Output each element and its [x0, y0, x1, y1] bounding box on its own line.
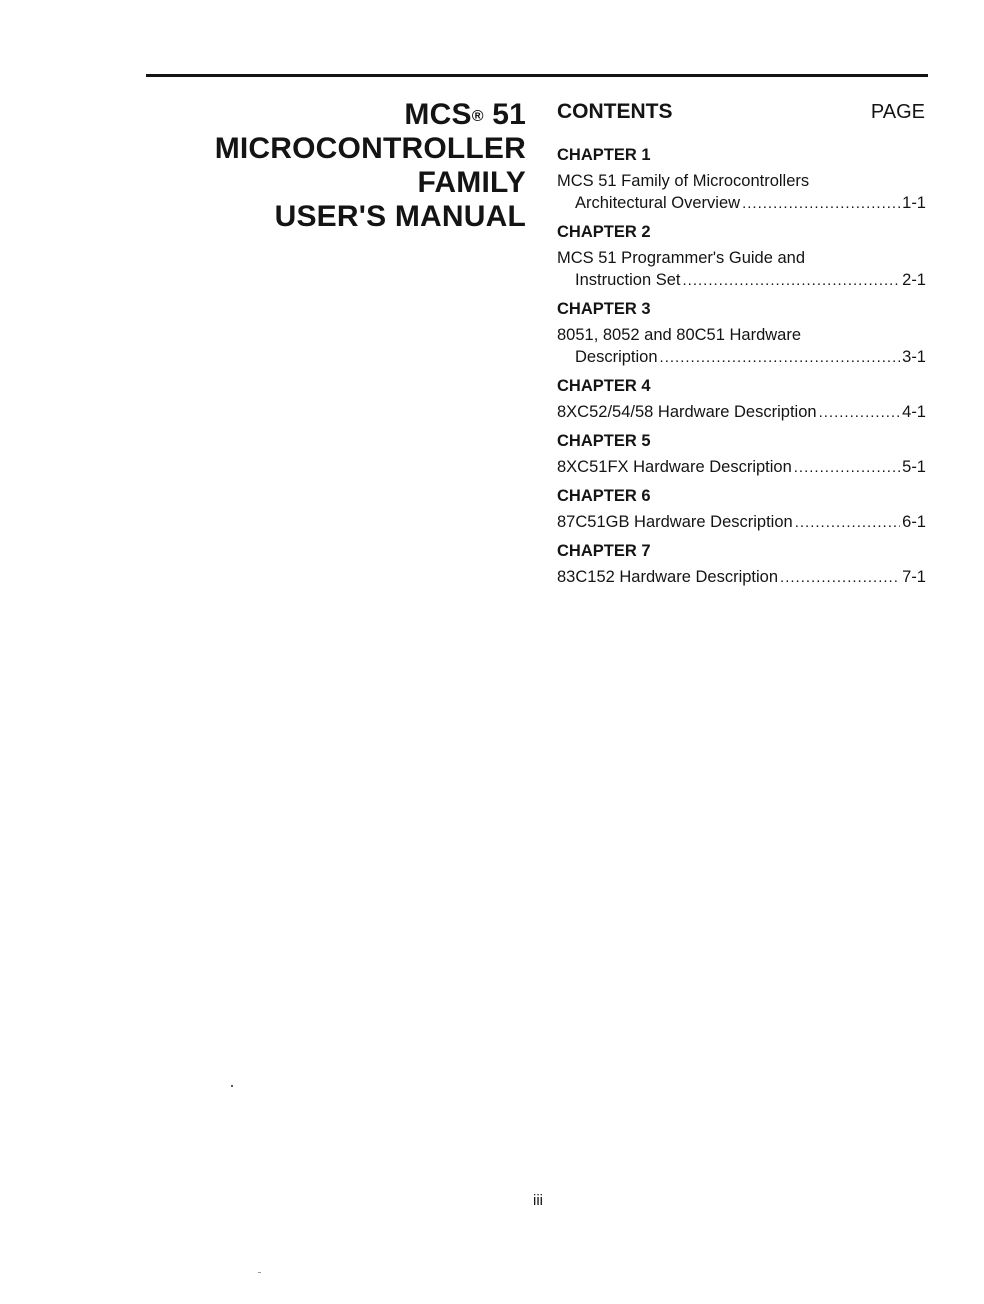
- chapter-title: 8051, 8052 and 80C51 Hardware: [557, 326, 802, 344]
- chapter-title: 87C51GB Hardware Description ..... 6-1: [557, 511, 926, 534]
- contents-heading: CONTENTS: [557, 100, 673, 123]
- scan-speck: [258, 1272, 261, 1273]
- chapter-title: 8XC52/54/58 Hardware Description ..... 4-1: [557, 401, 926, 424]
- title-line-2: MICROCONTROLLER: [214, 132, 526, 165]
- registered-mark: ®: [471, 108, 484, 125]
- page-ref: 6-1: [902, 513, 926, 531]
- manual-title: [215, 98, 526, 234]
- dot-leader: [742, 193, 900, 215]
- toc-entry-chapter-3[interactable]: [557, 298, 926, 369]
- page-ref: 5-1: [902, 458, 926, 476]
- page-column-heading: PAGE: [870, 101, 925, 123]
- title-line-4: USER'S MANUAL: [274, 200, 526, 233]
- chapter-title: 83C152 Hardware Description ..... 7-1: [557, 566, 926, 589]
- page-ref: 4-1: [902, 403, 926, 421]
- chapter-title-continued: Instruction Set ..... 2-1: [557, 269, 926, 292]
- toc-entry-chapter-6[interactable]: [557, 485, 926, 534]
- page-ref: 2-1: [902, 271, 926, 289]
- title-line-1: MCS® 51: [404, 98, 526, 131]
- top-rule: [146, 74, 928, 77]
- table-of-contents: [557, 100, 926, 595]
- chapter-title-continued: Description ..... 3-1: [557, 346, 926, 369]
- chapter-title: MCS 51 Family of Microcontrollers: [557, 172, 810, 190]
- toc-entry-chapter-5[interactable]: [557, 430, 926, 479]
- dot-leader: [795, 512, 900, 534]
- chapter-label: CHAPTER 2: [557, 223, 651, 241]
- chapter-title-continued: Architectural Overview ..... 1-1: [557, 192, 926, 215]
- dot-leader: [682, 270, 900, 292]
- dot-leader: [819, 402, 901, 424]
- title-line-3: FAMILY: [417, 166, 526, 199]
- chapter-label: CHAPTER 5: [557, 432, 651, 450]
- toc-entry-chapter-4[interactable]: [557, 375, 926, 424]
- chapter-label: CHAPTER 4: [557, 377, 651, 395]
- toc-entry-chapter-7[interactable]: [557, 540, 926, 589]
- chapter-label: CHAPTER 6: [557, 487, 651, 505]
- toc-entry-chapter-2[interactable]: [557, 221, 926, 292]
- contents-header: [557, 100, 926, 130]
- chapter-label: CHAPTER 1: [557, 146, 651, 164]
- page-ref: 1-1: [902, 194, 926, 212]
- dot-leader: [794, 457, 900, 479]
- chapter-title: MCS 51 Programmer's Guide and: [557, 249, 805, 267]
- chapter-label: CHAPTER 7: [557, 542, 651, 560]
- chapter-label: CHAPTER 3: [557, 300, 651, 318]
- page-ref: 7-1: [902, 568, 926, 586]
- chapter-title: 8XC51FX Hardware Description ..... 5-1: [557, 456, 926, 479]
- page-ref: 3-1: [902, 348, 926, 366]
- dot-leader: [780, 567, 900, 589]
- toc-entry-chapter-1[interactable]: [557, 144, 926, 215]
- scan-speck: [231, 1085, 233, 1087]
- page-number: iii: [533, 1192, 543, 1209]
- dot-leader: [660, 347, 901, 369]
